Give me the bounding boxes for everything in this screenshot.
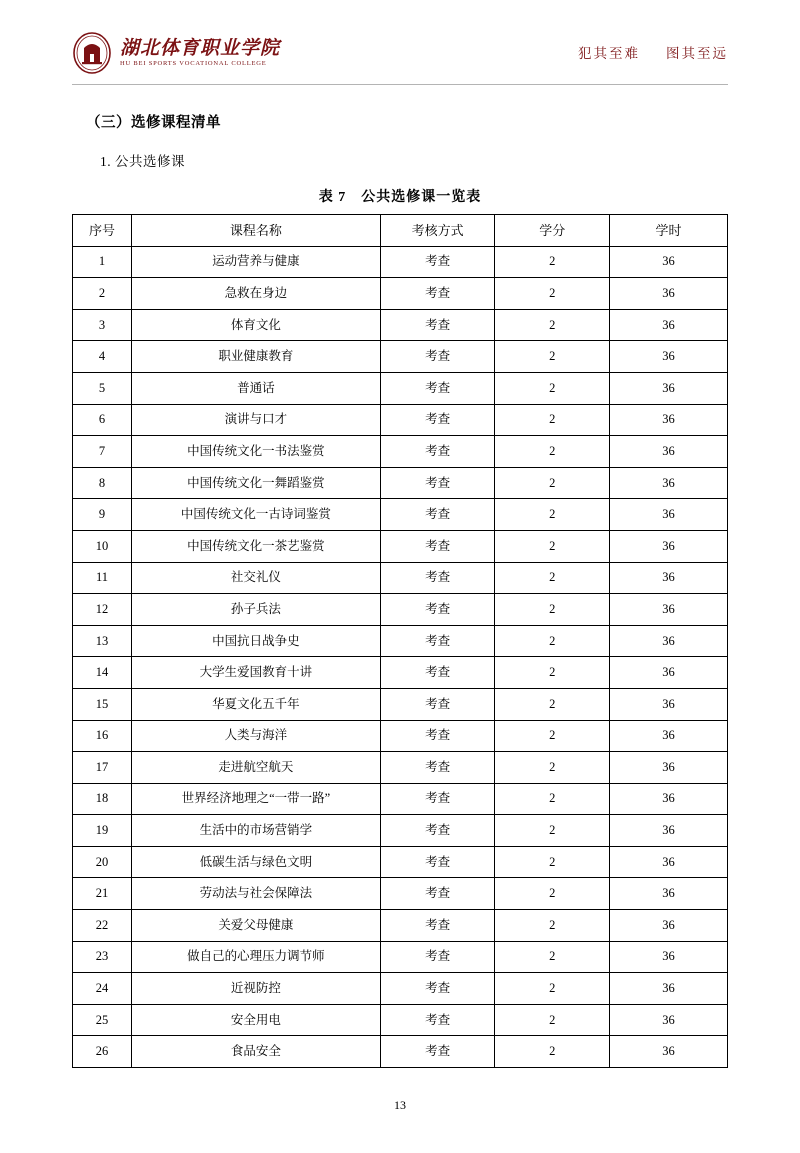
table-row [73,720,728,752]
cell-hours: 36 [610,783,728,815]
table-row [73,846,728,878]
cell-exam-method: 考查 [380,688,495,720]
cell-credits: 2 [495,846,610,878]
cell-exam-method: 考查 [380,278,495,310]
cell-hours: 36 [610,436,728,468]
cell-exam-method: 考查 [380,404,495,436]
cell-course-no: 21 [73,878,132,910]
table-header-row [73,215,728,247]
table-row [73,973,728,1005]
cell-hours: 36 [610,499,728,531]
cell-exam-method: 考查 [380,625,495,657]
header-divider [72,84,728,85]
table-row [73,246,728,278]
cell-credits: 2 [495,467,610,499]
cell-hours: 36 [610,467,728,499]
table-row [73,436,728,468]
table-row [73,783,728,815]
cell-credits: 2 [495,815,610,847]
table-row [73,1004,728,1036]
cell-credits: 2 [495,973,610,1005]
cell-hours: 36 [610,1036,728,1068]
cell-hours: 36 [610,1004,728,1036]
cell-hours: 36 [610,878,728,910]
cell-exam-method: 考查 [380,752,495,784]
cell-course-name: 关爱父母健康 [131,910,380,942]
cell-exam-method: 考查 [380,783,495,815]
cell-hours: 36 [610,720,728,752]
cell-course-no: 22 [73,910,132,942]
cell-exam-method: 考查 [380,246,495,278]
cell-credits: 2 [495,1004,610,1036]
cell-exam-method: 考查 [380,973,495,1005]
cell-course-no: 2 [73,278,132,310]
cell-hours: 36 [610,594,728,626]
cell-exam-method: 考查 [380,846,495,878]
cell-hours: 36 [610,404,728,436]
institution-name-cn: 湖北体育职业学院 [120,37,281,59]
cell-credits: 2 [495,341,610,373]
cell-course-no: 3 [73,309,132,341]
cell-hours: 36 [610,625,728,657]
table-row [73,910,728,942]
cell-exam-method: 考查 [380,562,495,594]
table-row [73,341,728,373]
column-header-exam-method: 考核方式 [380,215,495,247]
cell-credits: 2 [495,910,610,942]
cell-course-no: 4 [73,341,132,373]
cell-exam-method: 考查 [380,878,495,910]
cell-hours: 36 [610,372,728,404]
table-row [73,404,728,436]
table-row [73,752,728,784]
cell-course-name: 大学生爱国教育十讲 [131,657,380,689]
table-row [73,499,728,531]
cell-hours: 36 [610,941,728,973]
cell-exam-method: 考查 [380,720,495,752]
cell-hours: 36 [610,341,728,373]
cell-course-no: 15 [73,688,132,720]
cell-course-name: 急救在身边 [131,278,380,310]
table-row [73,372,728,404]
table-row [73,688,728,720]
institution-name-block [120,39,280,68]
cell-course-no: 7 [73,436,132,468]
cell-hours: 36 [610,657,728,689]
cell-hours: 36 [610,246,728,278]
cell-exam-method: 考查 [380,815,495,847]
cell-course-name: 中国抗日战争史 [131,625,380,657]
table-row [73,878,728,910]
table-row [73,625,728,657]
cell-exam-method: 考查 [380,309,495,341]
institution-logo [72,32,280,74]
cell-credits: 2 [495,530,610,562]
cell-credits: 2 [495,1036,610,1068]
motto-right: 图其至远 [666,46,728,61]
cell-credits: 2 [495,878,610,910]
cell-credits: 2 [495,752,610,784]
cell-exam-method: 考查 [380,910,495,942]
cell-credits: 2 [495,562,610,594]
cell-exam-method: 考查 [380,1004,495,1036]
section-title: （三）选修课程清单 [86,115,221,131]
cell-hours: 36 [610,688,728,720]
column-header-hours: 学时 [610,215,728,247]
cell-hours: 36 [610,910,728,942]
cell-course-no: 26 [73,1036,132,1068]
cell-course-name: 运动营养与健康 [131,246,380,278]
cell-course-no: 9 [73,499,132,531]
table-row [73,594,728,626]
column-header-credits: 学分 [495,215,610,247]
cell-course-name: 体育文化 [131,309,380,341]
cell-hours: 36 [610,278,728,310]
cell-hours: 36 [610,562,728,594]
cell-course-no: 11 [73,562,132,594]
institution-name-en: HU BEI SPORTS VOCATIONAL COLLEGE [120,59,267,67]
page-header [72,22,728,84]
cell-course-no: 16 [73,720,132,752]
table-caption: 表 7 公共选修课一览表 [318,190,482,205]
cell-exam-method: 考查 [380,499,495,531]
cell-course-no: 10 [73,530,132,562]
header-motto [578,42,728,64]
cell-credits: 2 [495,783,610,815]
cell-course-name: 近视防控 [131,973,380,1005]
table-row [73,1036,728,1068]
cell-course-name: 生活中的市场营销学 [131,815,380,847]
cell-exam-method: 考查 [380,436,495,468]
cell-course-name: 食品安全 [131,1036,380,1068]
cell-hours: 36 [610,846,728,878]
table-row [73,562,728,594]
cell-hours: 36 [610,815,728,847]
cell-credits: 2 [495,594,610,626]
cell-credits: 2 [495,688,610,720]
table-row [73,467,728,499]
table-row [73,309,728,341]
cell-course-name: 做自己的心理压力调节师 [131,941,380,973]
cell-credits: 2 [495,309,610,341]
cell-exam-method: 考查 [380,594,495,626]
cell-course-name: 华夏文化五千年 [131,688,380,720]
cell-hours: 36 [610,752,728,784]
cell-credits: 2 [495,720,610,752]
cell-exam-method: 考查 [380,372,495,404]
column-header-no: 序号 [73,215,132,247]
sub-section-title: 1. 公共选修课 [100,154,185,169]
cell-course-name: 走进航空航天 [131,752,380,784]
document-page [0,22,800,1153]
cell-credits: 2 [495,372,610,404]
cell-course-name: 低碳生活与绿色文明 [131,846,380,878]
cell-course-name: 人类与海洋 [131,720,380,752]
table-row [73,941,728,973]
cell-course-name: 职业健康教育 [131,341,380,373]
cell-course-no: 24 [73,973,132,1005]
cell-course-no: 8 [73,467,132,499]
cell-credits: 2 [495,404,610,436]
cell-course-name: 普通话 [131,372,380,404]
cell-course-name: 中国传统文化一书法鉴赏 [131,436,380,468]
cell-course-no: 13 [73,625,132,657]
cell-credits: 2 [495,625,610,657]
cell-exam-method: 考查 [380,530,495,562]
cell-credits: 2 [495,278,610,310]
cell-credits: 2 [495,436,610,468]
cell-course-no: 5 [73,372,132,404]
cell-course-name: 孙子兵法 [131,594,380,626]
cell-course-name: 安全用电 [131,1004,380,1036]
cell-course-no: 19 [73,815,132,847]
cell-hours: 36 [610,309,728,341]
page-number: 13 [394,1098,406,1112]
cell-course-no: 12 [73,594,132,626]
college-crest-icon [72,32,112,74]
cell-exam-method: 考查 [380,467,495,499]
motto-left: 犯其至难 [578,46,640,61]
cell-course-no: 20 [73,846,132,878]
cell-course-no: 18 [73,783,132,815]
cell-exam-method: 考查 [380,1036,495,1068]
cell-course-name: 中国传统文化一茶艺鉴赏 [131,530,380,562]
cell-course-no: 6 [73,404,132,436]
cell-course-name: 中国传统文化一舞蹈鉴赏 [131,467,380,499]
cell-course-name: 世界经济地理之“一带一路” [131,783,380,815]
cell-credits: 2 [495,941,610,973]
cell-course-no: 25 [73,1004,132,1036]
table-row [73,530,728,562]
cell-course-name: 社交礼仪 [131,562,380,594]
cell-course-no: 23 [73,941,132,973]
column-header-course-name: 课程名称 [131,215,380,247]
cell-credits: 2 [495,246,610,278]
cell-credits: 2 [495,657,610,689]
cell-course-no: 14 [73,657,132,689]
cell-course-name: 演讲与口才 [131,404,380,436]
cell-exam-method: 考查 [380,941,495,973]
table-row [73,278,728,310]
table-row [73,815,728,847]
cell-exam-method: 考查 [380,341,495,373]
cell-course-no: 1 [73,246,132,278]
elective-course-table [72,214,728,1068]
cell-credits: 2 [495,499,610,531]
cell-exam-method: 考查 [380,657,495,689]
cell-hours: 36 [610,530,728,562]
cell-course-name: 中国传统文化一古诗词鉴赏 [131,499,380,531]
cell-course-no: 17 [73,752,132,784]
table-row [73,657,728,689]
cell-hours: 36 [610,973,728,1005]
cell-course-name: 劳动法与社会保障法 [131,878,380,910]
